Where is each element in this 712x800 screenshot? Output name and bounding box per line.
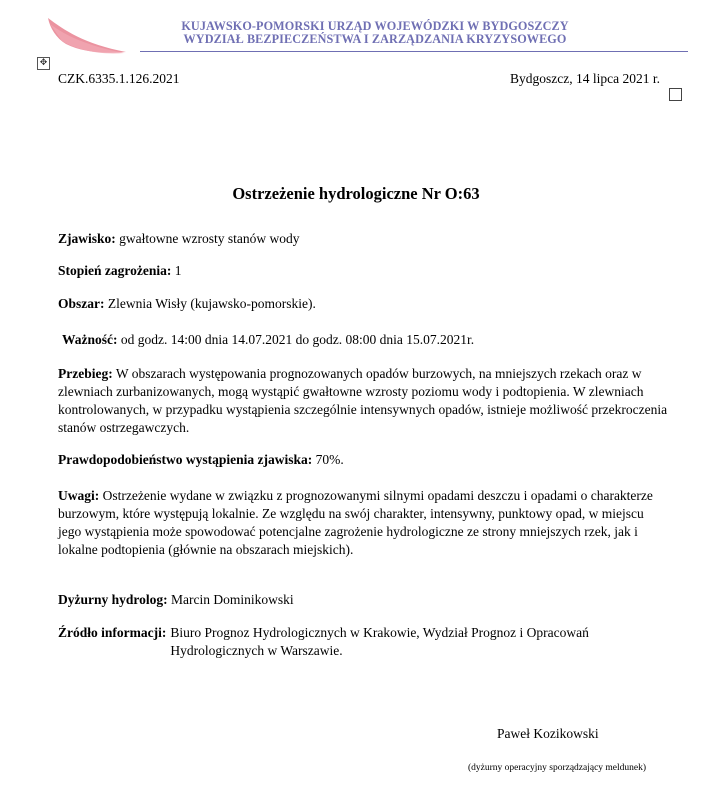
document-title: Ostrzeżenie hydrologiczne Nr O:63 — [232, 184, 480, 203]
field-dyzurny — [58, 591, 670, 609]
reference-number: CZK.6335.1.126.2021 — [58, 71, 180, 86]
field-label: Dyżurny hydrolog: — [58, 592, 168, 607]
field-label: Ważność: — [62, 332, 118, 347]
field-value: Ostrzeżenie wydane w związku z prognozowanymi silnymi opadami deszczu i opadami o charakterze burzowym, które występują lokalnie. Ze względu na swój charakter, intensywny, punktowy opad, w miejscu jego wystąpienia może spowodować potencjalne zagrożenie hydrologiczne ze strony mniejszych rzek, jak i lokalne podtopienia (głównie na obszarach miejskich). — [58, 488, 653, 557]
field-value: Zlewnia Wisły (kujawsko-pomorskie). — [107, 296, 316, 311]
field-stopien — [58, 262, 670, 280]
field-value: W obszarach występowania prognozowanych opadów burzowych, na mniejszych rzekach oraz w zlewniach zurbanizowanych, mogą wystąpić gwałtowne wzrosty poziomu wody i podtopienia. W zlewniach kontrolowanych, w przypadku wystąpienia szczególnie intensywnych opadów, istnieje możliwość przekroczenia stanów ostrzegawczych. — [58, 366, 668, 435]
header-divider — [140, 51, 688, 52]
letterhead-line-1: KUJAWSKO-POMORSKI URZĄD WOJEWÓDZKI W BYDGOSZCZY — [181, 19, 569, 33]
field-value: Biuro Prognoz Hydrologicznych w Krakowie, Wydział Prognoz i Opracowań Hydrologicznych w Warszawie. — [170, 625, 589, 658]
field-waznosc — [62, 331, 674, 349]
field-value: od godz. 14:00 dnia 14.07.2021 do godz. 08:00 dnia 15.07.2021r. — [120, 332, 475, 347]
move-cross-icon[interactable]: ✥ — [37, 57, 50, 70]
signer-caption: (dyżurny operacyjny sporządzający meldunek) — [468, 763, 647, 773]
field-uwagi — [58, 487, 670, 559]
field-label: Źródło informacji: — [58, 625, 167, 640]
field-label: Uwagi: — [58, 488, 100, 503]
letterhead — [140, 20, 610, 46]
field-value: Marcin Dominikowski — [171, 592, 294, 607]
field-prawdopodobienstwo — [58, 451, 670, 469]
field-obszar — [58, 295, 670, 313]
field-value: gwałtowne wzrosty stanów wody — [119, 231, 300, 246]
field-label: Przebieg: — [58, 366, 113, 381]
field-label: Prawdopodobieństwo wystąpienia zjawiska: — [58, 452, 313, 467]
dateline: Bydgoszcz, 14 lipca 2021 r. — [510, 71, 660, 86]
field-label: Obszar: — [58, 296, 105, 311]
field-zjawisko — [58, 230, 670, 248]
letterhead-line-2: WYDZIAŁ BEZPIECZEŃSTWA I ZARZĄDZANIA KRYZYSOWEGO — [183, 32, 567, 46]
field-value: 1 — [174, 263, 182, 278]
field-label: Stopień zagrożenia: — [58, 263, 172, 278]
signer-name: Paweł Kozikowski — [497, 726, 599, 741]
logo-icon — [44, 14, 130, 56]
field-value: 70%. — [315, 452, 344, 467]
field-label: Zjawisko: — [58, 231, 116, 246]
field-przebieg — [58, 365, 670, 437]
checkbox-icon[interactable] — [669, 88, 682, 101]
field-zrodlo — [58, 624, 670, 660]
